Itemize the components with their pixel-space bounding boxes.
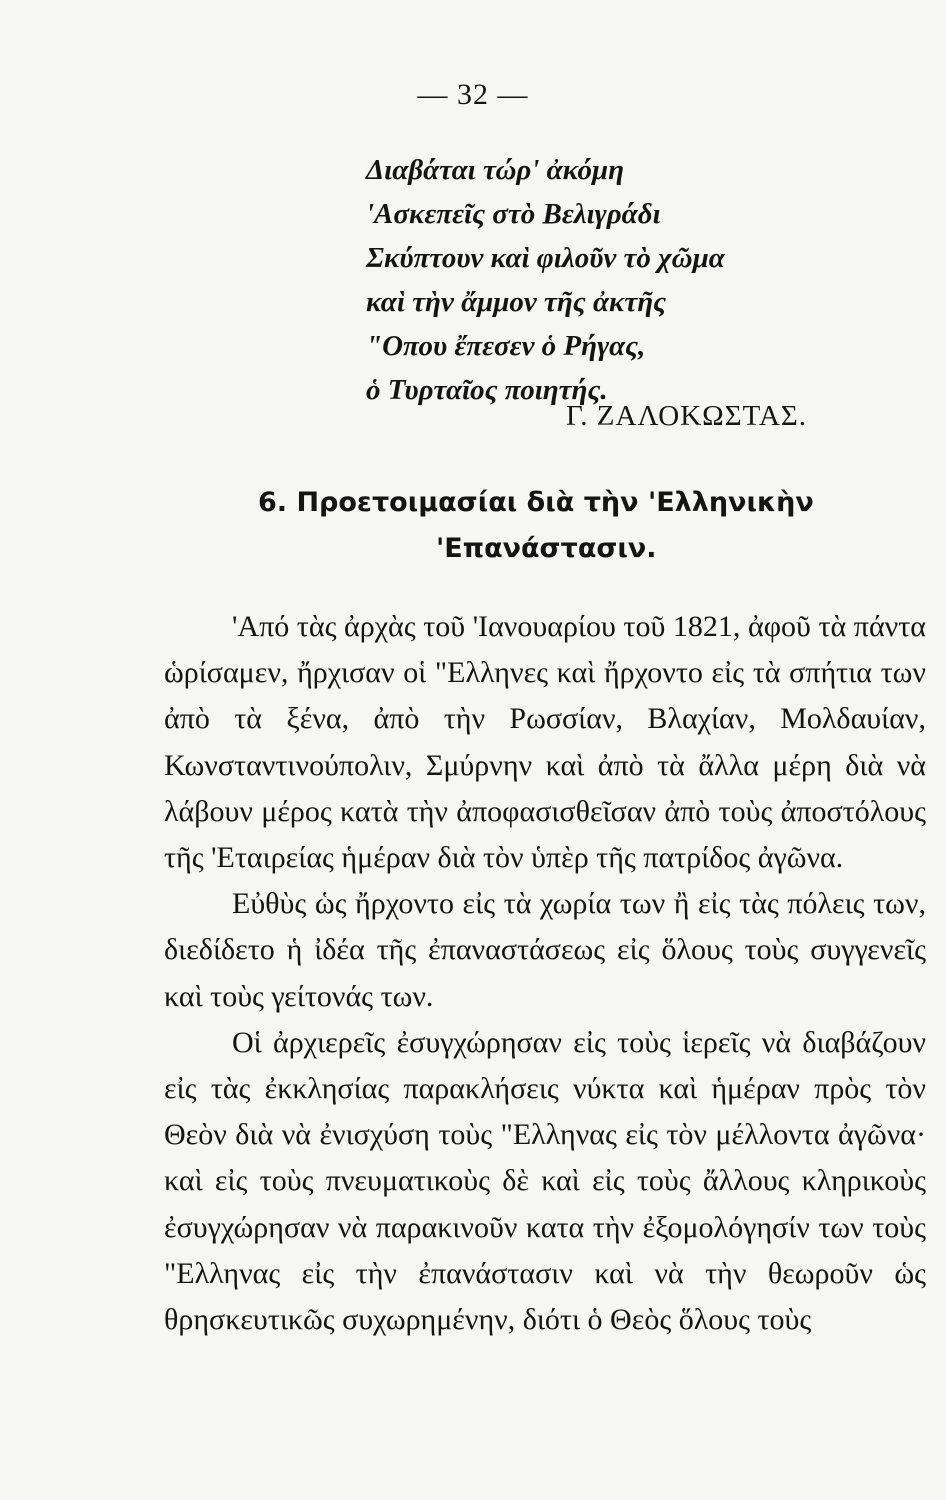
poem-author: Γ. ΖΑΛΟΚΩΣΤΑΣ. xyxy=(566,400,808,432)
poem-line: καὶ τὴν ἄμμον τῆς ἀκτῆς xyxy=(366,286,667,318)
body-text xyxy=(164,604,926,1343)
paragraph: Εὐθὺς ὡς ἤρχοντο εἰς τὰ χωρία των ἢ εἰς τὰς πόλεις των, διεδίδετο ἡ ἰδέα τῆς ἐπαναστάσεως εἰς ὅλους τοὺς συγγενεῖς καὶ τοὺς γείτονάς των. xyxy=(164,887,926,1013)
paragraph: 'Από τὰς ἀρχὰς τοῦ 'Ιανουαρίου τοῦ 1821, ἀφοῦ τὰ πάντα ὡρίσαμεν, ἤρχισαν οἱ "Ελληνες καὶ ἤρχοντο εἰς τὰ σπήτια των ἀπὸ τὰ ξένα, ἀπὸ τὴν Ρωσσίαν, Βλαχίαν, Μολδαυίαν, Κωνσταντινούπολιν, Σμύρνην καὶ ἀπὸ τὰ ἄλλα μέρη διὰ νὰ λάβουν μέρος κατὰ τὴν ἀποφασισθεῖσαν ἀπὸ τοὺς ἀποστόλους τῆς 'Εταιρείας ἡμέραν διὰ τὸν ὑπὲρ τῆς πατρίδος ἀγῶνα. xyxy=(164,610,926,875)
page-number: — 32 — xyxy=(417,78,529,111)
poem-line: 'Ασκεπεῖς στὸ Βελιγράδι xyxy=(366,198,661,230)
poem-line: Σκύπτουν καὶ φιλοῦν τὸ χῶμα xyxy=(366,242,725,274)
paragraph: Οἱ ἀρχιερεῖς ἐσυγχώρησαν εἰς τοὺς ἱερεῖς νὰ διαβάζουν εἰς τὰς ἐκκλησίας παρακλήσεις νύκτα καὶ ἡμέραν πρὸς τὸν Θεὸν διὰ νὰ ἐνισχύση τοὺς "Ελληνας εἰς τὸν μέλλοντα ἀγῶνα· καὶ εἰς τοὺς πνευματικοὺς δὲ καὶ εἰς τοὺς ἄλλους κληρικοὺς ἐσυγχώρησαν νὰ παρακινοῦν κατα τὴν ἐξομολόγησίν των τοὺς "Ελληνας εἰς τὴν ἐπανάστασιν καὶ νὰ τὴν θεωροῦν ὡς θρησκευτικῶς συχωρημένην, διότι ὁ Θεὸς ὅλους τοὺς xyxy=(164,1025,926,1337)
poem-line: Διαβάται τώρ' ἀκόμη xyxy=(366,154,625,186)
poem-line: "Οπου ἔπεσεν ὁ Ρήγας, xyxy=(366,330,646,362)
poem-line: ὁ Τυρταῖος ποιητής. xyxy=(366,374,608,406)
poem-excerpt xyxy=(366,148,846,412)
section-heading-line-1: 6. Προετοιμασίαι διὰ τὴν 'Ελληνικὴν xyxy=(258,487,814,518)
section-heading-line-2: 'Επανάστασιν. xyxy=(436,533,657,564)
